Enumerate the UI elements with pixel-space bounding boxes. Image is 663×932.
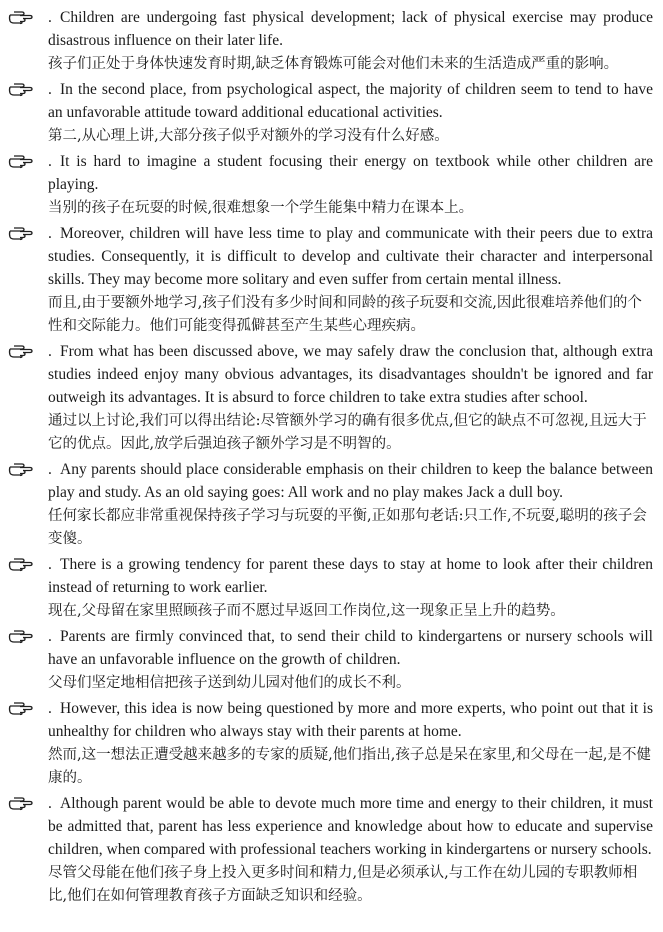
list-item-4 [0, 222, 663, 338]
list-item-10 [0, 792, 663, 908]
english-sentence: From what has been discussed above, we may safely draw the conclusion that, although extra studies indeed enjoy many obvious advantages, its disadvantages shouldn't be ignored and far outweigh its advantages. It is absurd to force children to take extra studies after school. [48, 343, 653, 406]
list-item-7 [0, 553, 663, 623]
pointing-hand-icon [8, 342, 34, 360]
pointing-hand-icon [8, 460, 34, 478]
list-item-9 [0, 697, 663, 790]
pointing-hand-icon [8, 224, 34, 242]
pointing-hand-icon [8, 152, 34, 170]
english-sentence: Children are undergoing fast physical development; lack of physical exercise may produce disastrous influence on their later life. [48, 9, 653, 49]
document-page [0, 6, 663, 910]
list-item-5 [0, 340, 663, 456]
chinese-translation: 尽管父母能在他们孩子身上投入更多时间和精力,但是必须承认,与工作在幼儿园的专职教师相比,他们在如何管理教育孩子方面缺乏知识和经验。 [48, 865, 638, 904]
bullet-dot: . [48, 81, 52, 98]
bullet-dot: . [48, 556, 52, 573]
pointing-hand-icon [8, 794, 34, 812]
bullet-dot: . [48, 461, 52, 478]
english-sentence: There is a growing tendency for parent these days to stay at home to look after their children instead of returning to work earlier. [48, 556, 653, 596]
pointing-hand-icon [8, 627, 34, 645]
bullet-dot: . [48, 628, 52, 645]
chinese-translation: 通过以上讨论,我们可以得出结论:尽管额外学习的确有很多优点,但它的缺点不可忽视,且远大于它的优点。因此,放学后强迫孩子额外学习是不明智的。 [48, 413, 647, 452]
bullet-dot: . [48, 343, 52, 360]
bullet-dot: . [48, 225, 52, 242]
chinese-translation: 现在,父母留在家里照顾孩子而不愿过早返回工作岗位,这一现象正呈上升的趋势。 [48, 603, 565, 619]
bullet-dot: . [48, 9, 52, 26]
bullet-dot: . [48, 795, 52, 812]
english-sentence: In the second place, from psychological aspect, the majority of children seem to tend to have an unfavorable attitude toward additional educational activities. [48, 81, 653, 121]
english-sentence: Although parent would be able to devote much more time and energy to their children, it must be admitted that, parent has less experience and knowledge about how to educate and supervise children, when compared with professional teachers working in kindergartens or nursery schools. [48, 795, 653, 858]
pointing-hand-icon [8, 699, 34, 717]
bullet-dot: . [48, 700, 52, 717]
pointing-hand-icon [8, 555, 34, 573]
chinese-translation: 孩子们正处于身体快速发育时期,缺乏体育锻炼可能会对他们未来的生活造成严重的影响。 [48, 56, 619, 72]
english-sentence: Parents are firmly convinced that, to send their child to kindergartens or nursery schools will have an unfavorable influence on the growth of children. [48, 628, 653, 668]
pointing-hand-icon [8, 80, 34, 98]
list-item-1 [0, 6, 663, 76]
chinese-translation: 任何家长都应非常重视保持孩子学习与玩耍的平衡,正如那句老话:只工作,不玩耍,聪明的孩子会变傻。 [48, 508, 647, 547]
bullet-dot: . [48, 153, 52, 170]
list-item-6 [0, 458, 663, 551]
english-sentence: However, this idea is now being questioned by more and more experts, who point out that it is unhealthy for children who always stay with their parents at home. [48, 700, 653, 740]
chinese-translation: 当别的孩子在玩耍的时候,很难想象一个学生能集中精力在课本上。 [48, 200, 474, 216]
chinese-translation: 而且,由于要额外地学习,孩子们没有多少时间和同龄的孩子玩耍和交流,因此很难培养他们的个性和交际能力。他们可能变得孤僻甚至产生某些心理疾病。 [48, 295, 642, 334]
pointing-hand-icon [8, 8, 34, 26]
english-sentence: It is hard to imagine a student focusing their energy on textbook while other children are playing. [48, 153, 653, 193]
english-sentence: Any parents should place considerable emphasis on their children to keep the balance between play and study. As an old saying goes: All work and no play makes Jack a dull boy. [48, 461, 653, 501]
list-item-2 [0, 78, 663, 148]
chinese-translation: 第二,从心理上讲,大部分孩子似乎对额外的学习没有什么好感。 [48, 128, 449, 144]
chinese-translation: 然而,这一想法正遭受越来越多的专家的质疑,他们指出,孩子总是呆在家里,和父母在一起,是不健康的。 [48, 747, 652, 786]
english-sentence: Moreover, children will have less time to play and communicate with their peers due to extra studies. Consequently, it is difficult to develop and cultivate their character and interpersonal skills. They may become more solitary and even suffer from certain mental illness. [48, 225, 653, 288]
list-item-3 [0, 150, 663, 220]
list-item-8 [0, 625, 663, 695]
chinese-translation: 父母们坚定地相信把孩子送到幼儿园对他们的成长不利。 [48, 675, 411, 691]
